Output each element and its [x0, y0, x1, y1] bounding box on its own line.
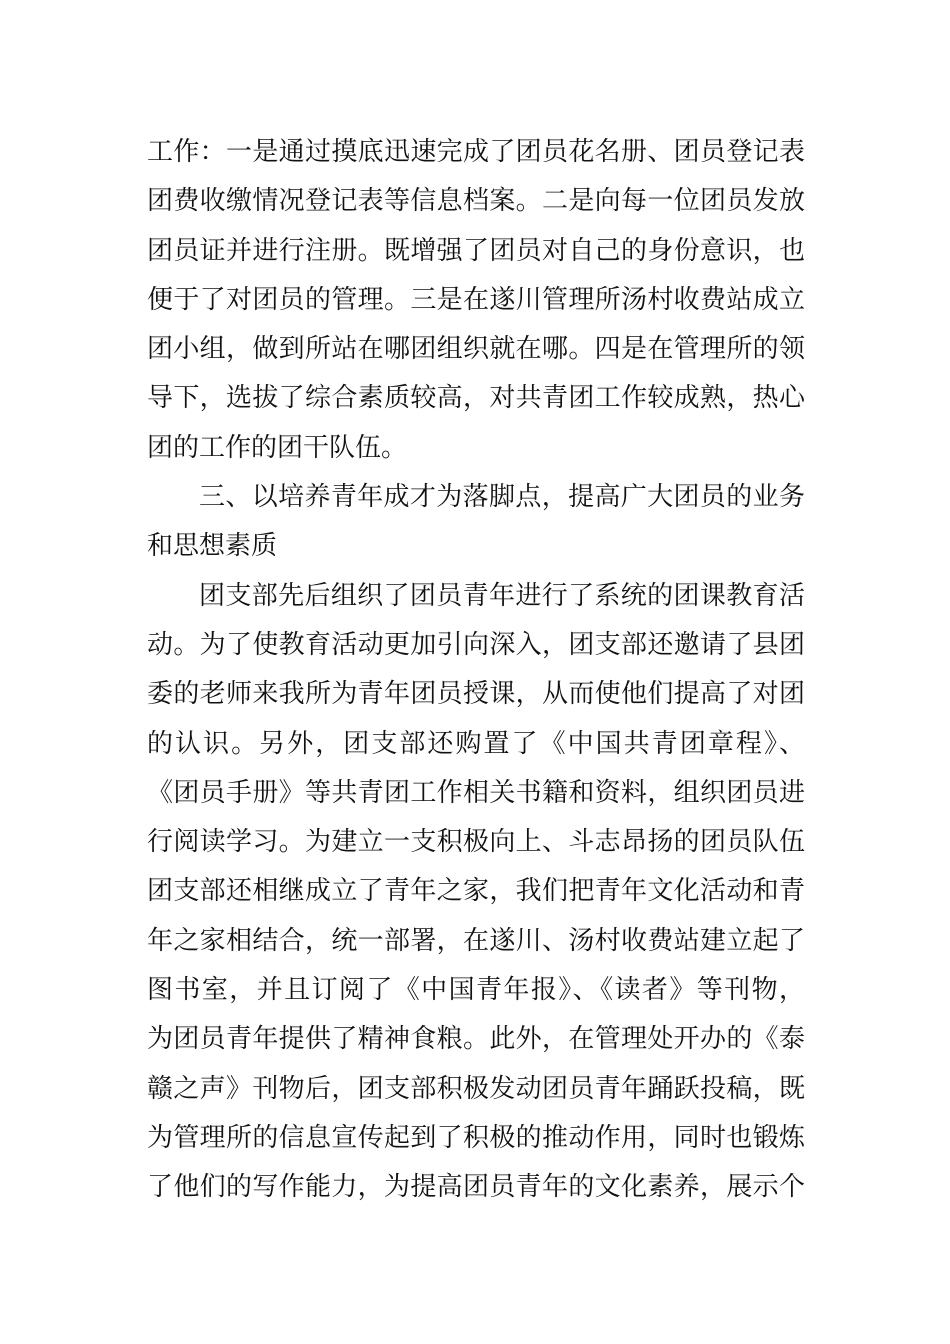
section-heading-line: 和思想素质 [147, 531, 278, 562]
text-line: 团支部还相继成立了青年之家，我们把青年文化活动和青 [147, 876, 805, 907]
text-line: 的认识。另外，团支部还购置了《中国共青团章程》、 [147, 728, 805, 759]
text-line: 为团员青年提供了精神食粮。此外，在管理处开办的《泰 [147, 1024, 805, 1055]
text-line: 导下，选拔了综合素质较高，对共青团工作较成熟，热心 [147, 383, 805, 414]
section-heading-line: 三、以培养青年成才为落脚点，提高广大团员的业务 [199, 482, 805, 513]
text-line: 团员证并进行注册。既增强了团员对自己的身份意识，也 [147, 235, 805, 266]
text-line: 行阅读学习。为建立一支积极向上、斗志昂扬的团员队伍 [147, 827, 805, 858]
text-line: 为管理所的信息宣传起到了积极的推动作用，同时也锻炼 [147, 1122, 805, 1153]
text-line: 团支部先后组织了团员青年进行了系统的团课教育活 [199, 580, 805, 611]
text-line: 年之家相结合，统一部署，在遂川、汤村收费站建立起了 [147, 925, 805, 956]
text-line: 了他们的写作能力，为提高团员青年的文化素养，展示个 [147, 1172, 805, 1203]
text-line: 团的工作的团干队伍。 [147, 432, 408, 463]
text-line: 《团员手册》等共青团工作相关书籍和资料，组织团员进 [147, 777, 805, 808]
body-text [147, 128, 805, 1213]
text-line: 委的老师来我所为青年团员授课，从而使他们提高了对团 [147, 679, 805, 710]
text-line: 图书室，并且订阅了《中国青年报》、《读者》等刊物， [147, 975, 805, 1006]
text-line: 团费收缴情况登记表等信息档案。二是向每一位团员发放 [147, 186, 805, 217]
text-line: 动。为了使教育活动更加引向深入，团支部还邀请了县团 [147, 629, 805, 660]
text-line: 团小组，做到所站在哪团组织就在哪。四是在管理所的领 [147, 334, 805, 365]
text-line: 赣之声》刊物后，团支部积极发动团员青年踊跃投稿，既 [147, 1073, 805, 1104]
text-line: 便于了对团员的管理。三是在遂川管理所汤村收费站成立 [147, 284, 805, 315]
text-line: 工作：一是通过摸底迅速完成了团员花名册、团员登记表 [147, 137, 805, 167]
